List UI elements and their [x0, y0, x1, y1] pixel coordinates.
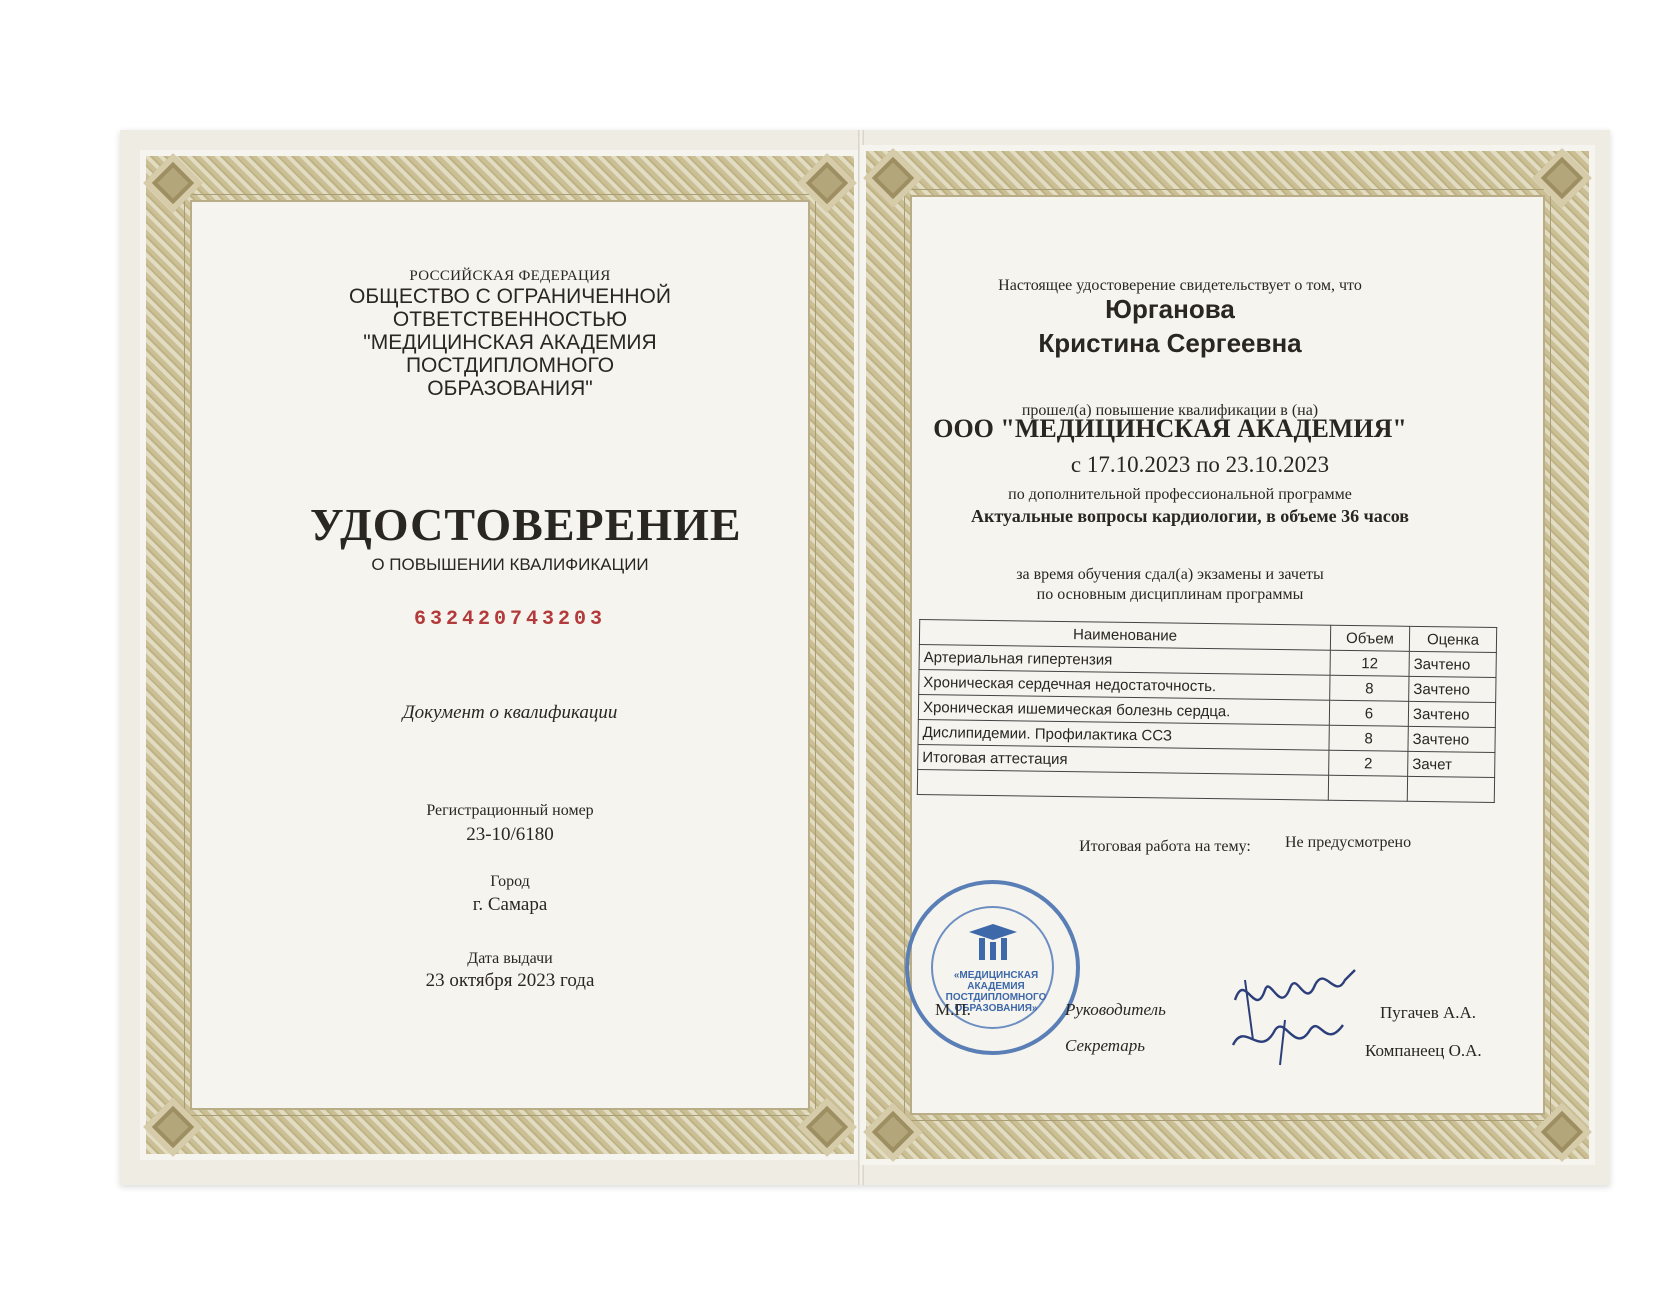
country-label: РОССИЙСКАЯ ФЕДЕРАЦИЯ — [409, 268, 611, 284]
head-label: Руководитель — [1065, 1000, 1166, 1019]
discipline-hours: 12 — [1330, 650, 1409, 676]
exams-text-line1: за время обучения сдал(а) экзамены и зачеты — [1016, 566, 1324, 583]
org-line: ОБЩЕСТВО С ОГРАНИЧЕННОЙ — [349, 285, 671, 308]
discipline-grade: Зачет — [1408, 751, 1495, 777]
document-type: Документ о квалификации — [402, 702, 618, 723]
holder-surname: Юрганова — [1105, 294, 1235, 324]
org-line: ПОСТДИПЛОМНОГО — [405, 354, 615, 377]
stamp-place-label: М.П. — [935, 1000, 971, 1019]
discipline-hours: 2 — [1329, 750, 1408, 776]
training-organization: ООО "МЕДИЦИНСКАЯ АКАДЕМИЯ" — [933, 414, 1407, 443]
discipline-name: Артериальная гипертензия — [919, 644, 1330, 675]
discipline-name: Итоговая аттестация — [918, 744, 1329, 775]
discipline-name: Дислипидемии. Профилактика ССЗ — [918, 719, 1329, 750]
empty-cell — [917, 769, 1328, 800]
reg-number-label: Регистрационный номер — [426, 802, 594, 819]
head-name: Пугачев А.А. — [1380, 1003, 1477, 1022]
city-label: Город — [490, 873, 530, 890]
program-label: по дополнительной профессиональной программе — [1008, 486, 1352, 503]
thesis-label: Итоговая работа на тему: — [1079, 838, 1251, 855]
header-grade: Оценка — [1409, 626, 1496, 652]
intro-text: Настоящее удостоверение свидетельствует о том, что — [998, 277, 1362, 294]
organization-stamp — [905, 880, 1080, 1055]
stamp-text: «МЕДИЦИНСКАЯ АКАДЕМИЯ ПОСТДИПЛОМНОГО ОБРАЗОВАНИЯ» — [945, 970, 1047, 1014]
discipline-grade: Зачтено — [1408, 701, 1495, 727]
training-dates: с 17.10.2023 по 23.10.2023 — [1070, 452, 1330, 477]
issue-date-label: Дата выдачи — [467, 950, 553, 967]
discipline-name: Хроническая сердечная недостаточность. — [919, 669, 1330, 700]
academy-logo-icon — [965, 922, 1021, 962]
empty-cell — [1407, 776, 1494, 802]
thesis-value: Не предусмотрено — [1285, 834, 1412, 851]
secretary-label: Секретарь — [1065, 1036, 1145, 1055]
exams-text-line2: по основным дисциплинам программы — [1036, 586, 1304, 603]
disciplines-table — [917, 619, 1497, 803]
discipline-hours: 8 — [1330, 675, 1409, 701]
org-line: ОБРАЗОВАНИЯ" — [427, 377, 593, 400]
discipline-grade: Зачтено — [1409, 651, 1496, 677]
discipline-name: Хроническая ишемическая болезнь сердца. — [918, 694, 1329, 725]
discipline-grade: Зачтено — [1408, 726, 1495, 752]
city-value: г. Самара — [472, 894, 548, 915]
reg-number-value: 23-10/6180 — [466, 824, 554, 845]
header-hours: Объем — [1330, 625, 1409, 651]
org-line: ОТВЕТСТВЕННОСТЬЮ — [392, 308, 628, 331]
passed-text: прошел(а) повышение квалификации в (на) — [1021, 402, 1319, 419]
holder-given-names: Кристина Сергеевна — [1038, 328, 1302, 358]
empty-cell — [1328, 775, 1407, 801]
secretary-name: Компанеец О.А. — [1365, 1041, 1482, 1060]
document-subtitle: О ПОВЫШЕНИИ КВАЛИФИКАЦИИ — [371, 555, 649, 574]
program-title: Актуальные вопросы кардиологии, в объеме 36 часов — [971, 506, 1409, 526]
document-title: УДОСТОВЕРЕНИЕ — [310, 499, 742, 550]
discipline-hours: 6 — [1329, 700, 1408, 726]
org-line: "МЕДИЦИНСКАЯ АКАДЕМИЯ — [363, 331, 657, 354]
organization-name — [320, 285, 700, 400]
serial-number: 632420743203 — [413, 608, 607, 631]
issue-date-value: 23 октября 2023 года — [425, 970, 595, 991]
discipline-grade: Зачтено — [1409, 676, 1496, 702]
signatures-graphic — [1225, 960, 1365, 1070]
header-name: Наименование — [919, 619, 1330, 650]
discipline-hours: 8 — [1329, 725, 1408, 751]
